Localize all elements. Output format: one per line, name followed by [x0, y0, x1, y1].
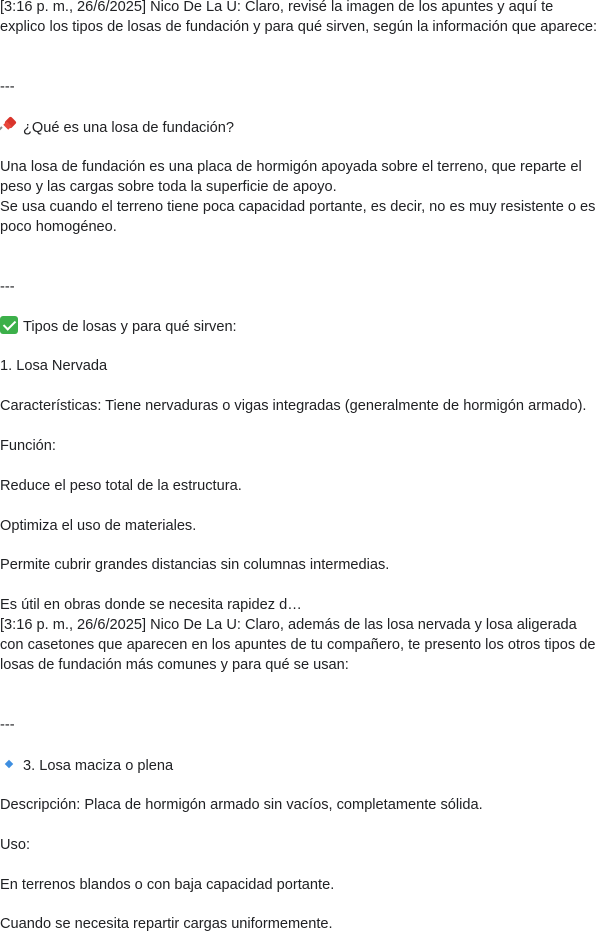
- paragraph-line: Es útil en obras donde se necesita rapidez d…: [0, 597, 302, 613]
- list-item-title: 1. Losa Nervada: [0, 358, 108, 374]
- section-heading: [0, 117, 234, 137]
- pushpin-icon: [0, 117, 18, 135]
- paragraph-line: peso y las cargas sobre toda la superficie de apoyo.: [0, 179, 337, 195]
- message-header: [3:16 p. m., 26/6/2025] Nico De La U:: [0, 0, 241, 15]
- section-heading: [0, 755, 173, 775]
- paragraph-line: Uso:: [0, 837, 31, 853]
- message-header: [3:16 p. m., 26/6/2025] Nico De La U:: [0, 617, 241, 633]
- check-mark-icon: [0, 316, 18, 334]
- paragraph-line: Descripción: Placa de hormigón armado sin vacíos, completamente sólida.: [0, 797, 483, 813]
- section-heading-text: 3. Losa maciza o plena: [23, 758, 174, 774]
- message-text: Claro, además de las losa nervada y losa aligerada: [245, 617, 577, 633]
- section-heading-text: Tipos de losas y para qué sirven:: [23, 319, 237, 335]
- message-line: [0, 615, 577, 635]
- section-heading-text: ¿Qué es una losa de fundación?: [23, 120, 234, 136]
- paragraph-line: Optimiza el uso de materiales.: [0, 518, 197, 534]
- message-text: explico los tipos de losas de fundación y para qué sirven, según la información que aparece:: [0, 19, 598, 35]
- message-text: con casetones que aparecen en los apuntes de tu compañero, te presento los otros tipos de: [0, 637, 596, 653]
- paragraph-line: Cuando se necesita repartir cargas uniformemente.: [0, 916, 333, 932]
- separator: ---: [0, 79, 15, 95]
- section-heading: [0, 316, 237, 336]
- paragraph-line: Reduce el peso total de la estructura.: [0, 478, 242, 494]
- message-text: Claro, revisé la imagen de los apuntes y aquí te: [245, 0, 554, 15]
- paragraph-line: poco homogéneo.: [0, 219, 117, 235]
- paragraph-line: En terrenos blandos o con baja capacidad portante.: [0, 877, 335, 893]
- paragraph-line: Se usa cuando el terreno tiene poca capacidad portante, es decir, no es muy resistente o es: [0, 199, 596, 215]
- paragraph-line: Características: Tiene nervaduras o vigas integradas (generalmente de hormigón armado).: [0, 398, 587, 414]
- separator: ---: [0, 717, 15, 733]
- small-blue-diamond-icon: [0, 755, 18, 773]
- message-line: [0, 0, 553, 17]
- message-text: losas de fundación más comunes y para qué se usan:: [0, 657, 349, 673]
- paragraph-line: Permite cubrir grandes distancias sin columnas intermedias.: [0, 557, 390, 573]
- paragraph-line: Función:: [0, 438, 56, 454]
- separator: ---: [0, 279, 15, 295]
- paragraph-line: Una losa de fundación es una placa de hormigón apoyada sobre el terreno, que reparte el: [0, 159, 582, 175]
